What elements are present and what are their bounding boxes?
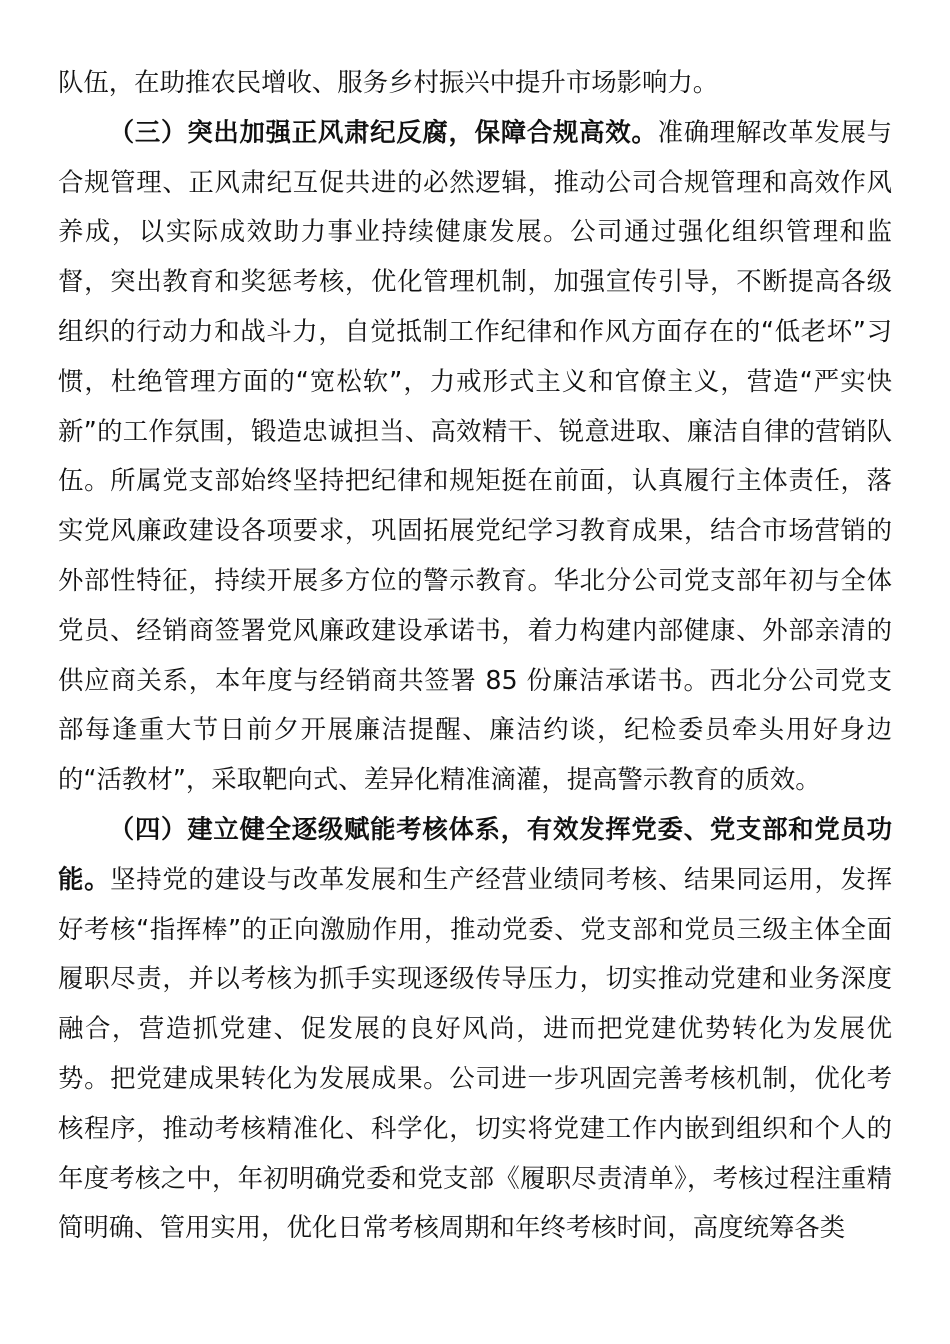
paragraph-continued: 队伍，在助推农民增收、服务乡村振兴中提升市场影响力。 (58, 67, 719, 97)
section-4-paragraph (58, 805, 892, 1253)
section-3-body: 准确理解改革发展与合规管理、正风肃纪互促共进的必然逻辑，推动公司合规管理和高效作风养成，以实际成效助力事业持续健康发展。公司通过强化组织管理和监督，突出教育和奖惩考核，优化管理机制，加强宣传引导，不断提高各级组织的行动力和战斗力，自觉抵制工作纪律和作风方面存在的“低老坏”习惯，杜绝管理方面的“宽松软”，力戒形式主义和官僚主义，营造“严实快新”的工作氛围，锻造忠诚担当、高效精干、锐意进取、廉洁自律的营销队伍。所属党支部始终坚持把纪律和规矩挺在前面，认真履行主体责任，落实党风廉政建设各项要求，巩固拓展党纪学习教育成果，结合市场营销的外部性特征，持续开展多方位的警示教育。华北分公司党支部年初与全体党员、经销商签署党风廉政建设承诺书，着力构建内部健康、外部亲清的供应商关系，本年度与经销商共签署 85 份廉洁承诺书。西北分公司党支部每逢重大节日前夕开展廉洁提醒、廉洁约谈，纪检委员牵头用好身边的“活教材”，采取靶向式、差异化精准滴灌，提高警示教育的质效。 (58, 116, 893, 795)
section-4-heading: （四）建立健全逐级赋能考核体系，有效发挥党委、党支部和党员功能。 (58, 813, 892, 894)
section-3-heading: （三）突出加强正风肃纪反腐，保障合规高效。 (108, 116, 658, 147)
document-page (58, 58, 892, 1253)
section-3-paragraph (58, 108, 892, 805)
section-4-body: 坚持党的建设与改革发展和生产经营业绩同考核、结果同运用，发挥好考核“指挥棒”的正向激励作用，推动党委、党支部和党员三级主体全面履职尽责，并以考核为抓手实现逐级传导压力，切实推动党建和业务深度融合，营造抓党建、促发展的良好风尚，进而把党建优势转化为发展优势。把党建成果转化为发展成果。公司进一步巩固完善考核机制，优化考核程序，推动考核精准化、科学化，切实将党建工作内嵌到组织和个人的年度考核之中，年初明确党委和党支部《履职尽责清单》，考核过程注重精简明确、管用实用，优化日常考核周期和年终考核时间，高度统筹各类 (58, 863, 893, 1243)
